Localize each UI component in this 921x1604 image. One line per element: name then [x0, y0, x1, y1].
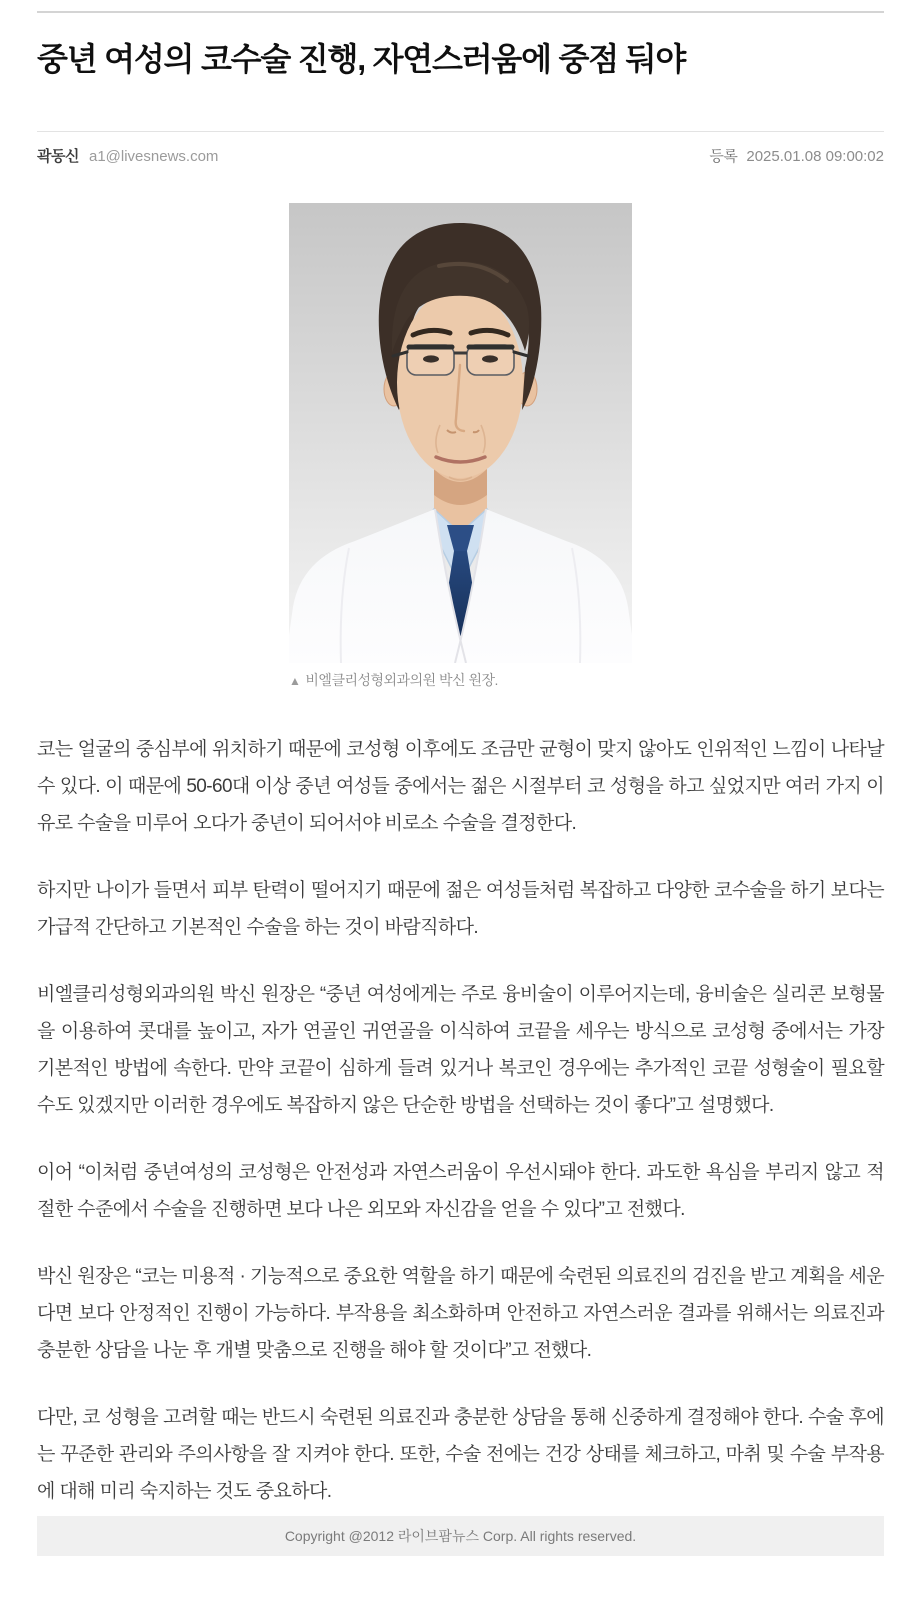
registered-label: 등록	[709, 148, 738, 165]
byline-row	[37, 145, 884, 166]
caption-triangle-icon: ▲	[289, 674, 301, 688]
copyright-text: Copyright @2012 라이브팜뉴스 Corp. All rights reserved.	[284, 1528, 637, 1544]
page-footer	[37, 1516, 884, 1556]
doctor-portrait-photo	[289, 203, 632, 663]
caption-text: 비엘클리성형외과의원 박신 원장.	[305, 672, 498, 688]
byline-date-group	[709, 145, 884, 166]
article-paragraph: 이어 “이처럼 중년여성의 코성형은 안전성과 자연스러움이 우선시돼야 한다. 과도한 욕심을 부리지 않고 적절한 수준에서 수술을 진행하면 보다 나은 외모와 자신감을 얻을 수 있다”고 전했다.	[37, 1162, 884, 1220]
face	[397, 288, 523, 478]
top-divider	[37, 11, 884, 13]
byline-divider	[37, 131, 884, 132]
article-figure	[37, 203, 884, 691]
byline-author-group	[37, 145, 218, 166]
photo-caption	[289, 671, 632, 691]
author-name: 곽동신	[37, 148, 79, 165]
article-paragraph: 코는 얼굴의 중심부에 위치하기 때문에 코성형 이후에도 조금만 균형이 맞지 않아도 인위적인 느낌이 나타날 수 있다. 이 때문에 50-60대 이상 중년 여성들 중에서는 젊은 시절부터 코 성형을 하고 싶었지만 여러 가지 이유로 수술을 미루어 오다가 중년이 되어서야 비로소 수술을 결정한다.	[37, 739, 884, 834]
author-email: a1@livesnews.com	[88, 148, 219, 165]
registered-timestamp: 2025.01.08 09:00:02	[746, 148, 884, 165]
article-paragraph: 다만, 코 성형을 고려할 때는 반드시 숙련된 의료진과 충분한 상담을 통해 신중하게 결정해야 한다. 수술 후에는 꾸준한 관리와 주의사항을 잘 지켜야 한다. 또한, 수술 전에는 건강 상태를 체크하고, 마취 및 수술 부작용에 대해 미리 숙지하는 것도 중요하다.	[37, 1407, 884, 1502]
article-paragraph: 비엘클리성형외과의원 박신 원장은 “중년 여성에게는 주로 융비술이 이루어지는데, 융비술은 실리콘 보형물을 이용하여 콧대를 높이고, 자가 연골인 귀연골을 이식하여 코끝을 세우는 방식으로 코성형 중에서는 가장 기본적인 방법에 속한다. 만약 코끝이 심하게 들려 있거나 복코인 경우에는 추가적인 코끝 성형술이 필요할 수도 있겠지만 이러한 경우에도 복잡하지 않은 단순한 방법을 선택하는 것이 좋다”고 설명했다.	[37, 984, 884, 1116]
article-paragraph: 박신 원장은 “코는 미용적 · 기능적으로 중요한 역할을 하기 때문에 숙련된 의료진의 검진을 받고 계획을 세운다면 보다 안정적인 진행이 가능하다. 부작용을 최소화하며 안전하고 자연스러운 결과를 위해서는 의료진과 충분한 상담을 나눈 후 개별 맞춤으로 진행을 해야 할 것이다”고 전했다.	[37, 1266, 884, 1361]
article-paragraph: 하지만 나이가 들면서 피부 탄력이 떨어지기 때문에 젊은 여성들처럼 복잡하고 다양한 코수술을 하기 보다는 가급적 간단하고 기본적인 수술을 하는 것이 바람직하다.	[37, 880, 884, 938]
article-title: 중년 여성의 코수술 진행, 자연스러움에 중점 둬야	[37, 41, 686, 77]
article-body	[37, 731, 884, 1510]
